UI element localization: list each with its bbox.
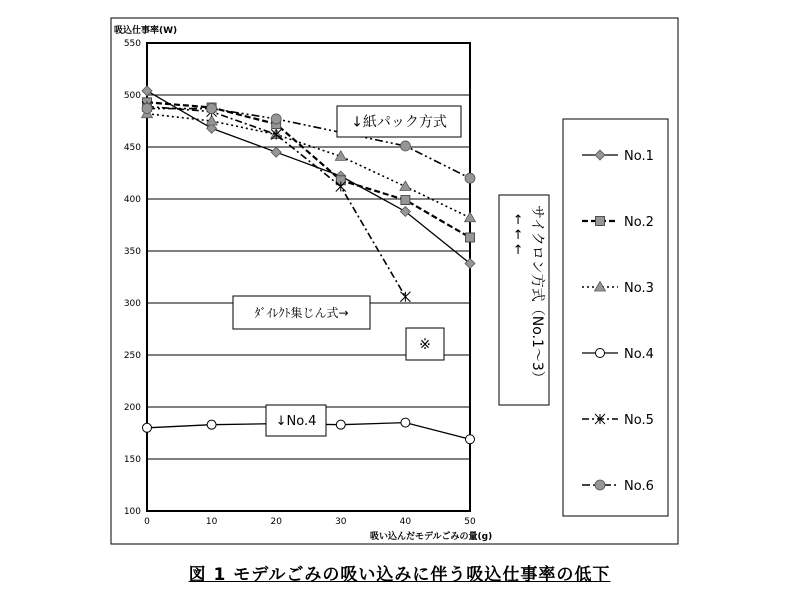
legend-label: No.5	[624, 413, 654, 428]
x-tick-label: 50	[464, 517, 476, 527]
marker-circle-filled	[271, 114, 281, 124]
marker-circle-open	[466, 435, 475, 444]
y-tick-label: 150	[123, 455, 141, 465]
marker-circle-filled	[207, 104, 217, 114]
y-tick-label: 400	[123, 195, 141, 205]
y-tick-label: 100	[123, 507, 141, 517]
x-axis-title: 吸い込んだモデルごみの量(g)	[370, 532, 493, 542]
y-tick-label: 550	[123, 39, 141, 49]
marker-circle-open	[596, 349, 605, 358]
y-axis-title: 吸込仕事率(W)	[114, 26, 178, 36]
marker-circle-filled	[595, 480, 605, 490]
figure-caption: 図 1 モデルごみの吸い込みに伴う吸込仕事率の低下	[188, 565, 611, 585]
marker-square	[596, 217, 605, 226]
legend-box	[563, 119, 668, 516]
y-tick-label: 200	[123, 403, 141, 413]
x-tick-label: 40	[399, 517, 412, 527]
annotation-direct-text: ﾀﾞｲﾚｸﾄ集じん式→	[254, 305, 349, 320]
annotation-paper-pack	[337, 106, 461, 137]
legend-label: No.6	[624, 479, 654, 494]
x-tick-label: 20	[270, 517, 282, 527]
marker-diamond	[142, 86, 152, 96]
y-tick-label: 450	[123, 143, 141, 153]
annotation-no4-text: ↓No.4	[275, 414, 317, 430]
marker-circle-filled	[465, 173, 475, 183]
x-tick-label: 10	[205, 517, 218, 527]
legend-label: No.1	[624, 149, 654, 164]
marker-circle-open	[336, 420, 345, 429]
x-tick-label: 0	[144, 517, 150, 527]
legend-label: No.3	[624, 281, 654, 296]
annotation-no4	[266, 405, 326, 436]
marker-circle-open	[401, 418, 410, 427]
annotation-paper-pack-text: ↓紙パック方式	[351, 114, 447, 131]
marker-circle-filled	[142, 104, 152, 114]
marker-triangle	[465, 212, 476, 222]
x-tick-label: 30	[335, 517, 347, 527]
y-tick-label: 250	[123, 351, 141, 361]
marker-asterisk	[400, 292, 410, 302]
annotation-direct	[233, 296, 370, 329]
y-tick-label: 300	[123, 299, 141, 309]
marker-asterisk	[336, 182, 346, 192]
annotation-cyclone-arrows: ← ← ←	[510, 214, 525, 255]
marker-square	[401, 196, 410, 205]
annotation-cyclone-text: サイクロン方式（No.1～3）	[529, 205, 545, 385]
marker-triangle	[400, 181, 411, 191]
marker-circle-filled	[400, 141, 410, 151]
annotation-note-mark	[406, 328, 444, 360]
marker-square	[466, 233, 475, 242]
legend-label: No.4	[624, 347, 654, 362]
marker-circle-open	[207, 420, 216, 429]
marker-diamond	[271, 147, 281, 157]
annotation-cyclone	[499, 195, 549, 405]
marker-circle-open	[143, 423, 152, 432]
legend-label: No.2	[624, 215, 654, 230]
y-tick-label: 350	[123, 247, 141, 257]
annotation-note-mark-text: ※	[419, 337, 431, 354]
y-tick-label: 500	[123, 91, 141, 101]
